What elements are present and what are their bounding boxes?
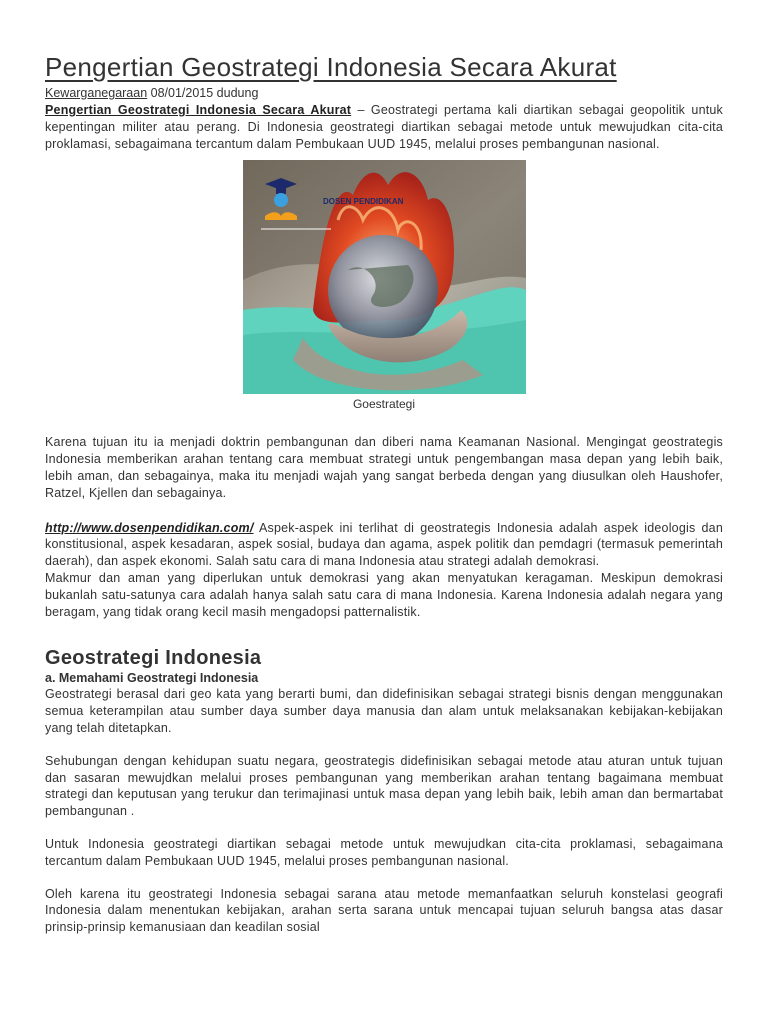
section-subheading: a. Memahami Geostrategi Indonesia — [45, 671, 259, 686]
paragraph-2 — [45, 520, 723, 570]
post-meta — [45, 85, 723, 102]
intro-title-link[interactable]: Pengertian Geostrategi Indonesia Secara Akurat — [45, 103, 352, 117]
figure-caption: Goestrategi — [352, 397, 416, 412]
section-paragraph-2: Sehubungan dengan kehidupan suatu negara, geostrategis didefinisikan sebagai metode atau aturan untuk tujuan dan sasaran mewujdkan melalui proses pembangunan yang memberikan arahan tentang bagaimana membuat strategi dan keputusan yang terukur dan terimajinasi untuk masa depan yang lebih baik, lebih aman dan bermartabat pembangunan . — [45, 753, 723, 819]
intro-paragraph — [45, 102, 723, 152]
intro-text: – Geostrategi pertama kali diartikan sebagai geopolitik untuk kepentingan militer atau perang. Di Indonesia geostrategi diartikan sebagai metode untuk mewujudkan cita-cita proklamasi, sebagaimana tercantum dalam Pembukaan UUD 1945, melalui proses pembangunan nasional. — [45, 103, 724, 151]
page-title: Pengertian Geostrategi Indonesia Secara Akurat — [45, 52, 617, 82]
section-paragraph-4: Oleh karena itu geostrategi Indonesia sebagai sarana atau metode memanfaatkan seluruh konstelasi geografi Indonesia dalam menentukan kebijakan, arahan serta sarana untuk mencapai tujuan seluruh bangsa atas dasar prinsip-prinsip kemanusiaan dan keadilan sosial — [45, 886, 723, 935]
paragraph-2-text: Aspek-aspek ini terlihat di geostrategis Indonesia adalah aspek ideologis dan konstitusional, aspek kesadaran, aspek sosial, budaya dan agama, aspek politik dan pemdagri (termasuk pemerintah daerah), dan aspek ekonomi. Salah satu cara di mana Indonesia atau strategi adalah demokrasi. — [45, 520, 723, 569]
section-paragraph-3: Untuk Indonesia geostrategi diartikan sebagai metode untuk mewujudkan cita-cita proklamasi, sebagaimana tercantum dalam Pembukaan UUD 1945, melalui proses pembangunan nasional. — [45, 836, 723, 868]
category-link[interactable]: Kewarganegaraan — [45, 86, 148, 100]
geostrategi-image — [243, 160, 526, 394]
site-link[interactable]: http://www.dosenpendidikan.com/ — [45, 520, 254, 535]
article-figure — [45, 160, 723, 412]
section-heading: Geostrategi Indonesia — [45, 647, 262, 670]
section-paragraph-1: Geostrategi berasal dari geo kata yang berarti bumi, dan didefinisikan sebagai strategi bisnis dengan menggunakan semua keterampilan atau sumber daya sumber daya manusia dan alam untuk melaksanakan kebijakan-kebijakan yang telah ditetapkan. — [45, 687, 723, 735]
paragraph-1: Karena tujuan itu ia menjadi doktrin pembangunan dan diberi nama Keamanan Nasional. Mengingat geostrategis Indonesia memberikan arahan tentang cara membuat strategi untuk pengembangan masa depan yang lebih baik, lebih aman, dan sebagainya, maka itu menjadi wajah yang sangat berbeda dengan yang diusulkan oleh Haushofer, Ratzel, Kjellen dan sebagainya. — [45, 435, 723, 500]
paragraph-3: Makmur dan aman yang diperlukan untuk demokrasi yang akan menyatukan keragaman. Meskipun demokrasi bukanlah satu-satunya cara adalah hanya salah satu cara di mana Indonesia. Karena Indonesia adalah negara yang beragam, yang tidak orang kecil masih mengadopsi patternalistik. — [45, 570, 723, 619]
logo-text: DOSEN PENDIDIKAN — [322, 197, 403, 207]
post-date-author: 08/01/2015 dudung — [147, 86, 259, 100]
